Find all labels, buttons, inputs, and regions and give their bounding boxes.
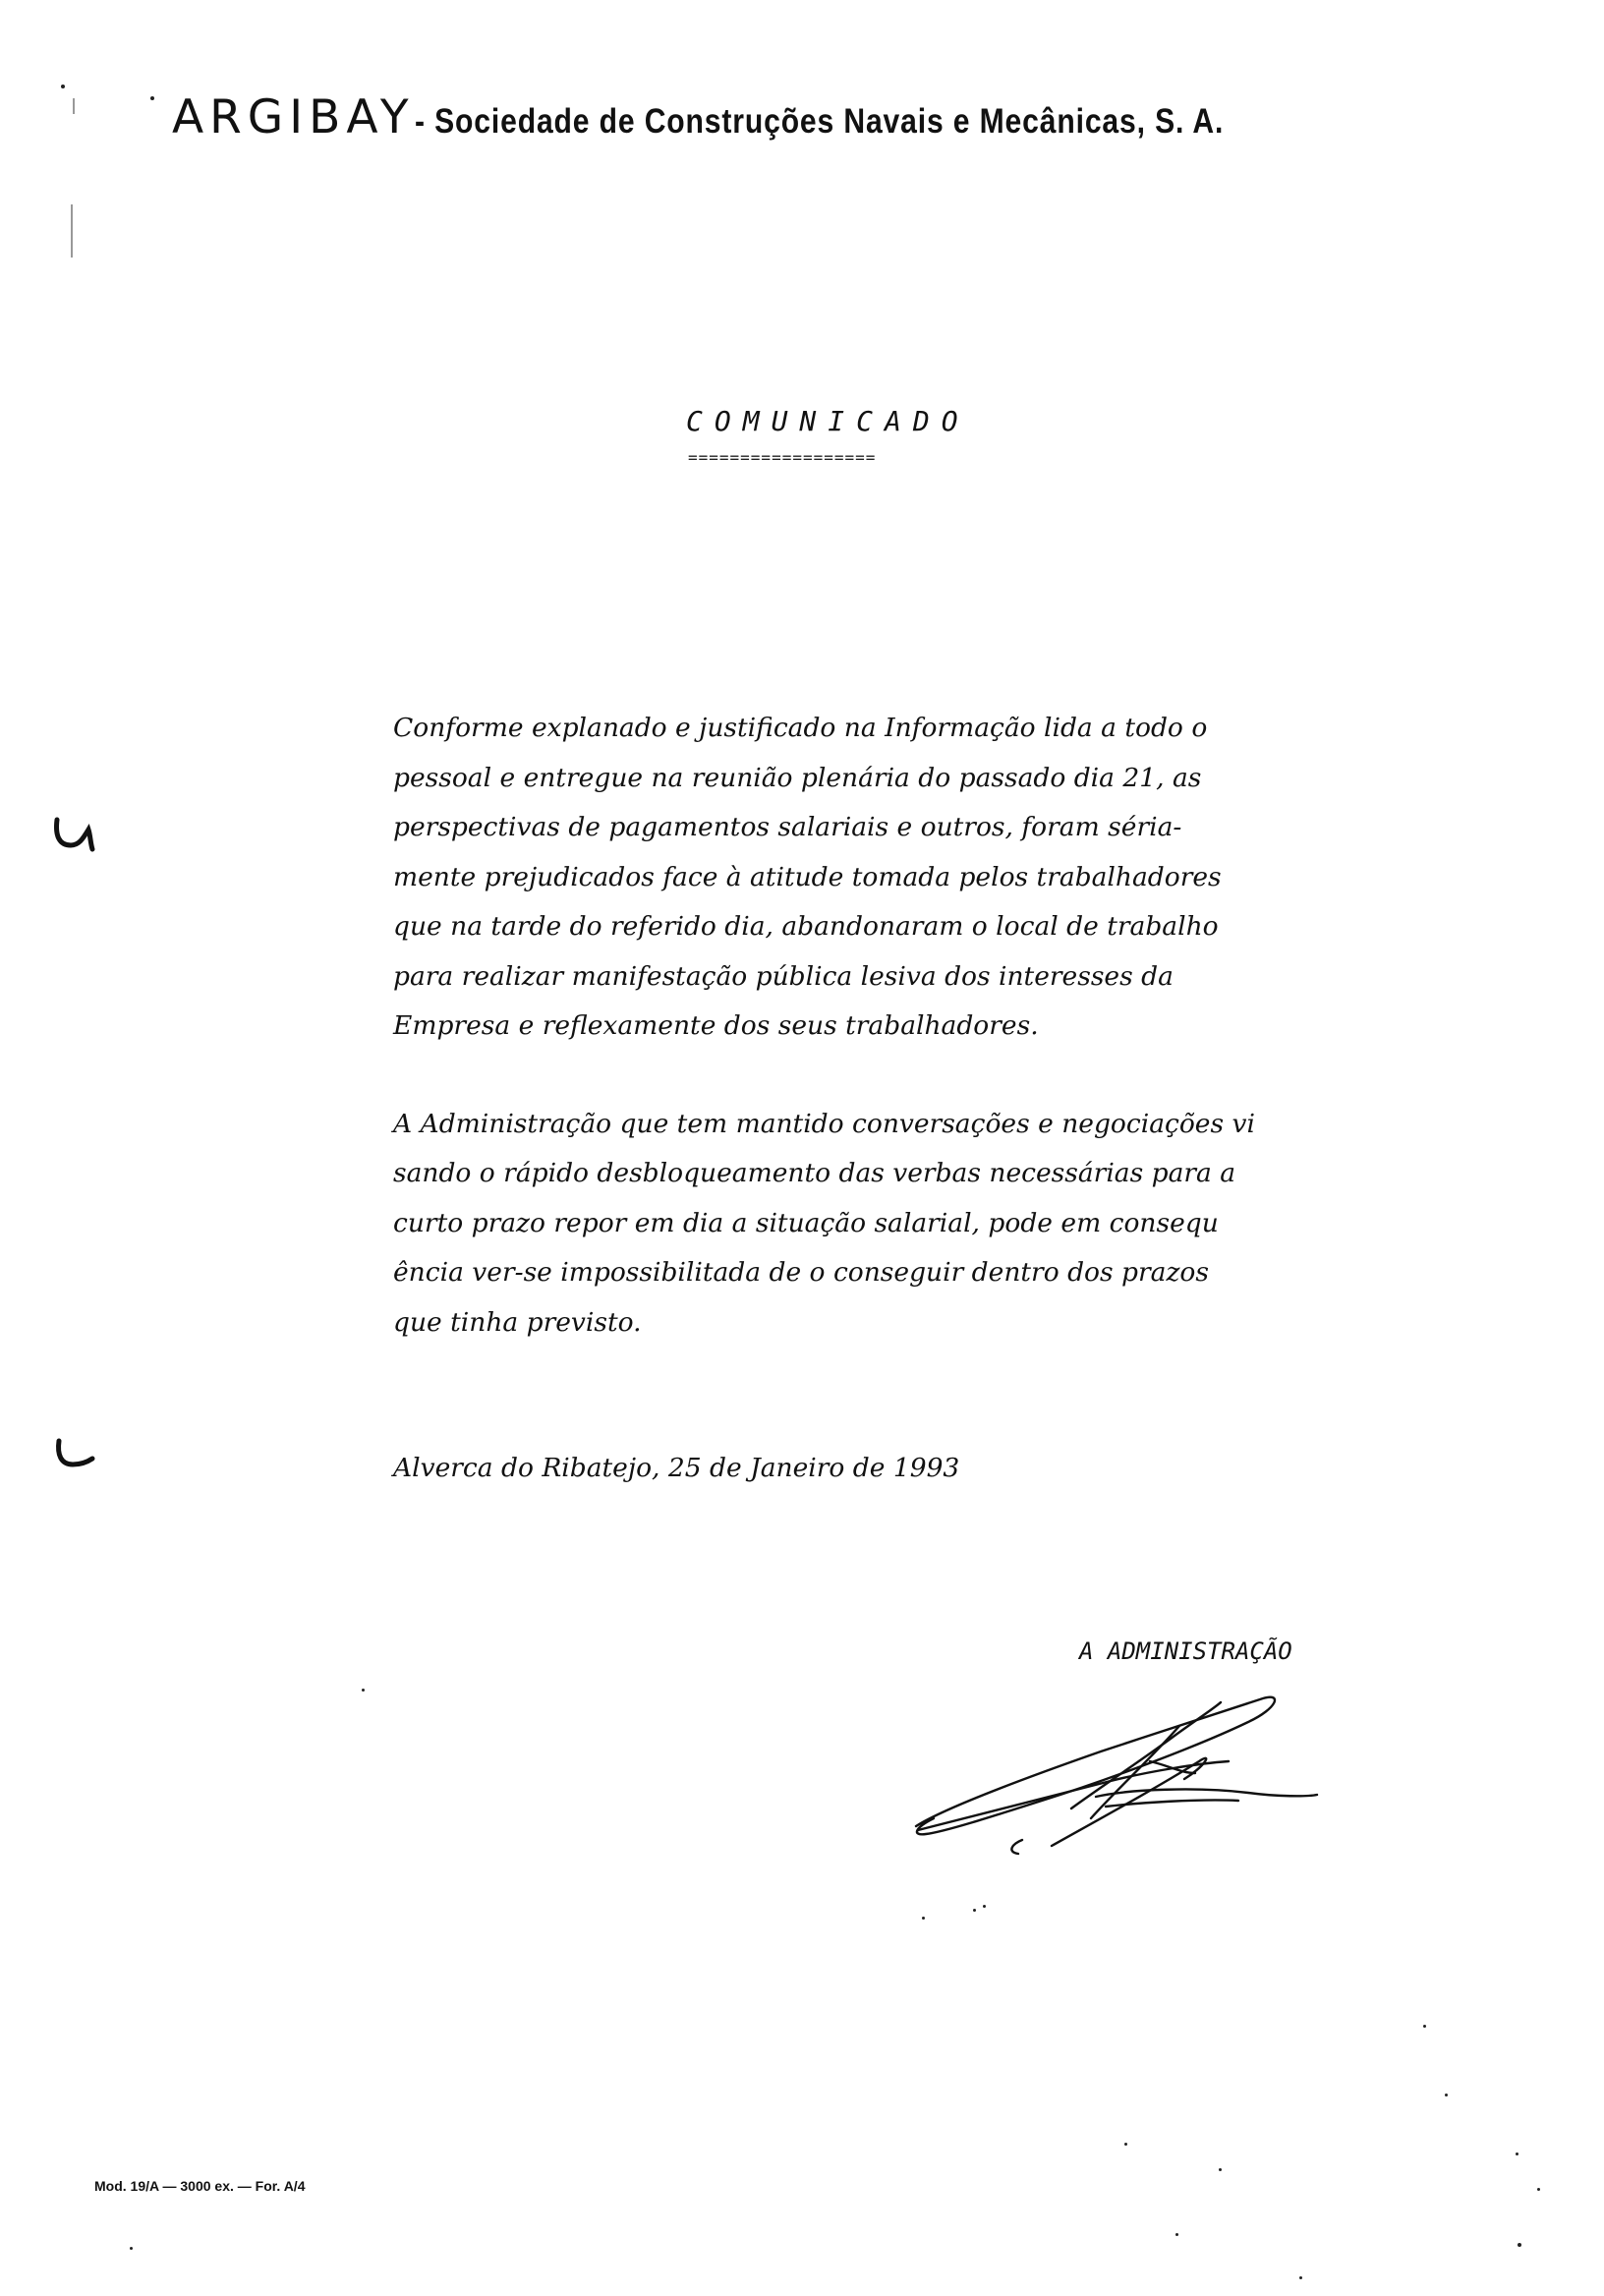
- scan-speck: [130, 2247, 133, 2250]
- form-code: Mod. 19/A — 3000 ex. — For. A/4: [94, 2178, 306, 2194]
- scan-speck: [1124, 2143, 1127, 2146]
- margin-line: [71, 204, 73, 258]
- signatory-label: A ADMINISTRAÇÃO: [1079, 1637, 1292, 1665]
- title-underline: ==================: [688, 448, 877, 467]
- scan-speck: [1299, 2276, 1302, 2279]
- scan-speck: [362, 1689, 365, 1692]
- scan-speck: [1219, 2168, 1222, 2171]
- paragraph-line: mente prejudicados face à atitude tomada pelos trabalhadores: [393, 861, 1222, 892]
- paragraph-line: que tinha previsto.: [393, 1306, 642, 1338]
- paragraph-line: Conforme explanado e justificado na Informação lida a todo o: [393, 713, 1208, 743]
- scan-speck: [983, 1905, 986, 1908]
- paragraph-line: pessoal e entregue na reunião plenária do passado dia 21, as: [393, 762, 1202, 793]
- scan-speck: [1175, 2233, 1178, 2236]
- scan-speck: [922, 1917, 925, 1920]
- scan-speck: [1423, 2025, 1426, 2028]
- paragraph-line: curto prazo repor em dia a situação salarial, pode em consequ: [393, 1207, 1219, 1238]
- paragraph-line: sando o rápido desbloqueamento das verbas necessárias para a: [393, 1158, 1236, 1188]
- handwritten-signature: [904, 1671, 1337, 1872]
- paragraph-line: ência ver-se impossibilitada de o conseguir dentro dos prazos: [393, 1257, 1209, 1288]
- paragraph-2: [393, 1100, 1376, 1349]
- scan-speck: [150, 96, 154, 100]
- scan-speck: [1518, 2243, 1521, 2247]
- company-brand: ARGIBAY: [172, 90, 415, 144]
- document-title: COMUNICADO: [686, 405, 970, 437]
- letterhead: [172, 90, 1528, 144]
- paragraph-line: para realizar manifestação pública lesiva dos interesses da: [393, 960, 1174, 992]
- scan-speck: [1516, 2152, 1518, 2155]
- document-body: [393, 704, 1376, 1348]
- company-name: - Sociedade de Construções Navais e Mecânicas, S. A.: [414, 102, 1224, 141]
- paragraph-spacer: [393, 1052, 1376, 1100]
- paragraph-line: que na tarde do referido dia, abandonaram o local de trabalho: [393, 911, 1219, 942]
- margin-hook-mark: [49, 816, 98, 855]
- paragraph-line: perspectivas de pagamentos salariais e outros, foram séria-: [393, 812, 1182, 842]
- place-and-date: Alverca do Ribatejo, 25 de Janeiro de 1993: [393, 1453, 960, 1483]
- margin-line: [73, 98, 75, 114]
- paragraph-1: [393, 704, 1376, 1052]
- scan-speck: [1537, 2188, 1540, 2191]
- scan-speck: [61, 85, 65, 88]
- paragraph-line: Empresa e reflexamente dos seus trabalhadores.: [393, 1010, 1039, 1041]
- margin-hook-mark: [49, 1437, 98, 1476]
- scan-speck: [973, 1909, 976, 1912]
- paragraph-line: A Administração que tem mantido conversações e negociações vi: [393, 1108, 1255, 1139]
- scan-speck: [1445, 2094, 1448, 2096]
